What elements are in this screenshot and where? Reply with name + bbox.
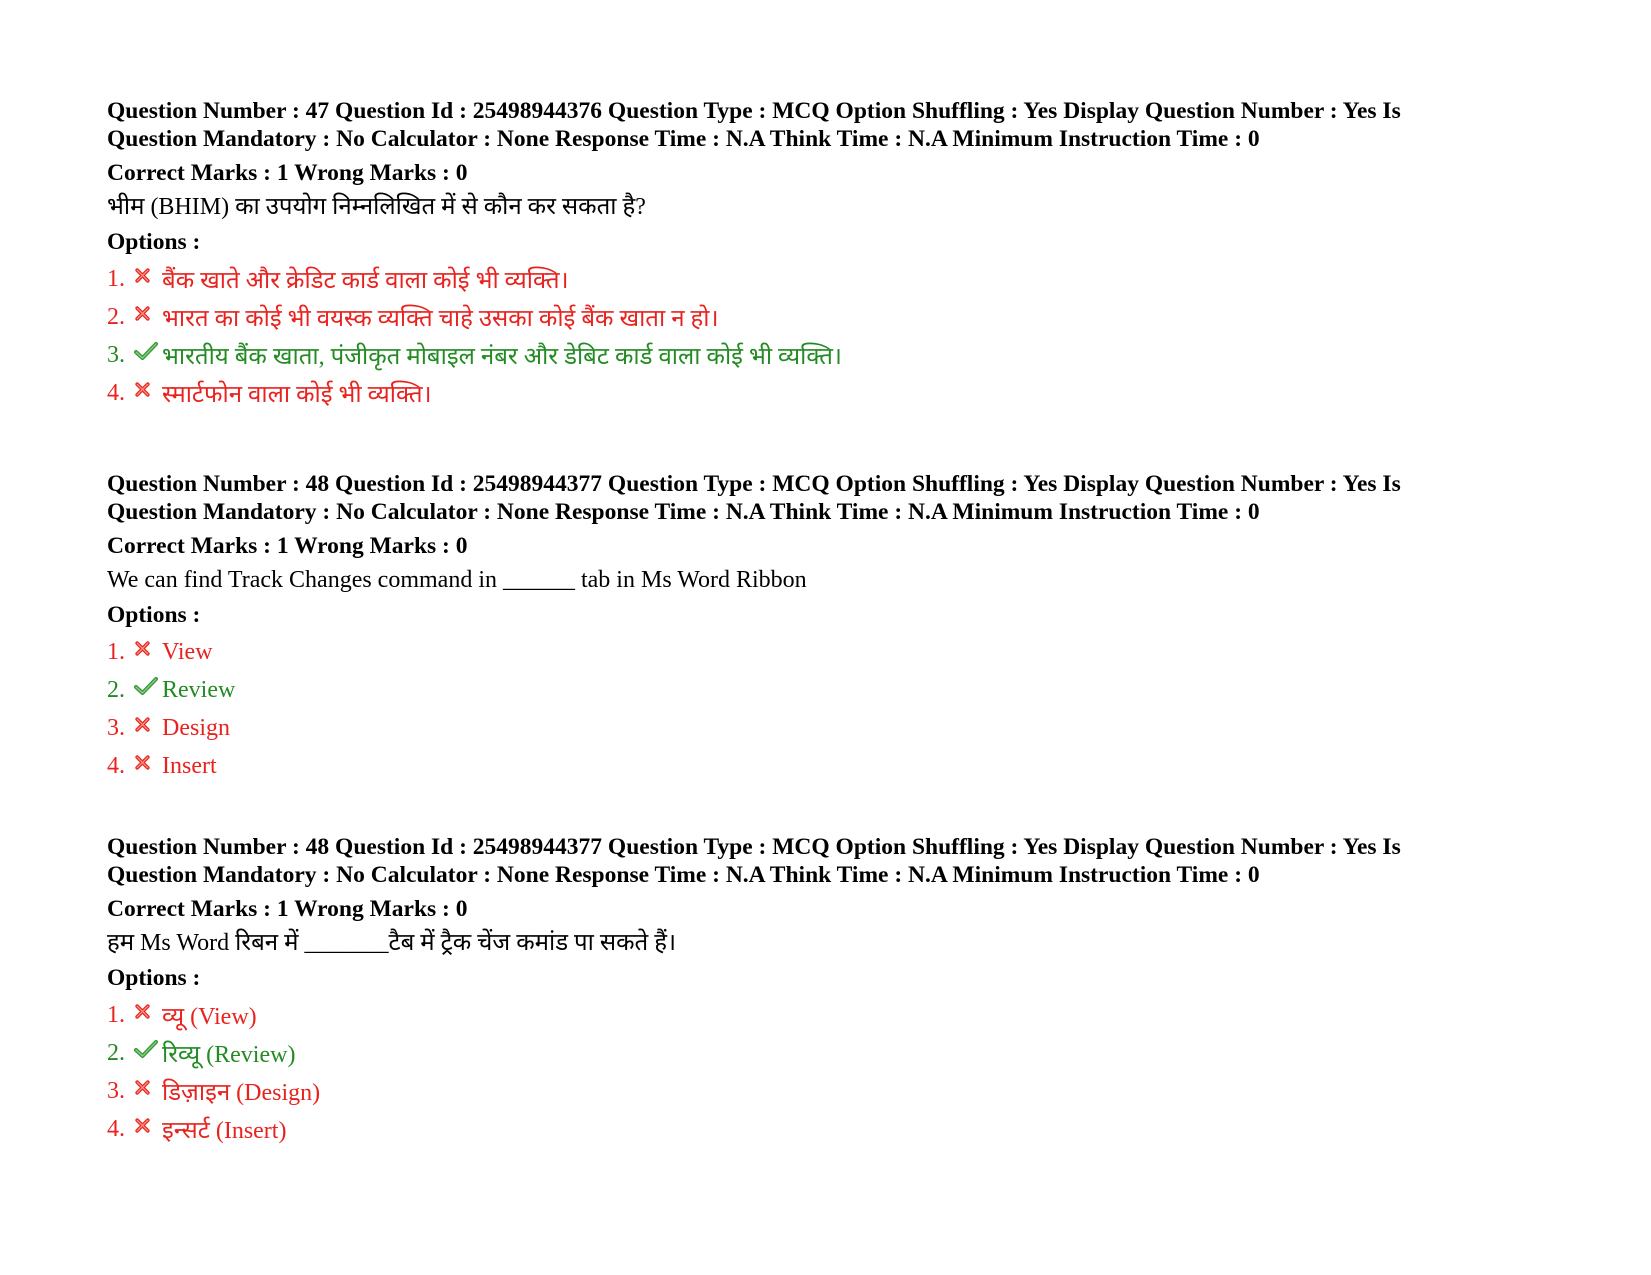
question-marks: Correct Marks : 1 Wrong Marks : 0 [107, 896, 468, 922]
question-block [107, 833, 1547, 1148]
question-text: We can find Track Changes command in ______ tab in Ms Word Ribbon [107, 567, 807, 593]
options-list [107, 996, 1547, 1148]
question-meta-line-2: Question Mandatory : No Calculator : None Response Time : N.A Think Time : N.A Minimum Instruction Time : 0 [107, 126, 1260, 152]
option-number: 3. [107, 714, 125, 741]
option-number: 1. [107, 638, 125, 665]
option-text: View [162, 638, 213, 665]
options-label: Options : [107, 965, 201, 991]
option-item [107, 1072, 1547, 1110]
option-item [107, 1110, 1547, 1148]
option-text: बैंक खाते और क्रेडिट कार्ड वाला कोई भी व्यक्ति। [162, 267, 569, 294]
option-item [107, 709, 1547, 747]
question-block [107, 97, 1547, 412]
option-number: 2. [107, 676, 125, 703]
cross-icon [134, 997, 162, 1025]
option-number: 4. [107, 379, 125, 406]
question-meta-line-2: Question Mandatory : No Calculator : None Response Time : N.A Think Time : N.A Minimum Instruction Time : 0 [107, 862, 1260, 888]
option-number: 2. [107, 1039, 125, 1066]
option-text: Insert [162, 752, 217, 779]
cross-icon [134, 1111, 162, 1139]
option-item [107, 633, 1547, 671]
question-text: हम Ms Word रिबन में _______टैब में ट्रैक चेंज कमांड पा सकते हैं। [107, 930, 677, 956]
cross-icon [134, 634, 162, 662]
option-text: इन्सर्ट (Insert) [162, 1117, 287, 1144]
option-text: रिव्यू (Review) [162, 1041, 296, 1068]
option-item [107, 747, 1547, 785]
option-item [107, 996, 1547, 1034]
option-item [107, 260, 1547, 298]
question-meta-line-1: Question Number : 48 Question Id : 25498944377 Question Type : MCQ Option Shuffling : Yes Display Question Number : Yes Is [107, 834, 1401, 860]
question-meta-line-1: Question Number : 47 Question Id : 25498944376 Question Type : MCQ Option Shuffling : Yes Display Question Number : Yes Is [107, 98, 1401, 124]
question-marks: Correct Marks : 1 Wrong Marks : 0 [107, 160, 468, 186]
option-item [107, 1034, 1547, 1072]
option-number: 2. [107, 303, 125, 330]
option-text: Design [162, 714, 230, 741]
options-label: Options : [107, 229, 201, 255]
option-number: 3. [107, 1077, 125, 1104]
option-number: 3. [107, 341, 125, 368]
option-number: 1. [107, 265, 125, 292]
cross-icon [134, 710, 162, 738]
option-item [107, 671, 1547, 709]
question-block [107, 470, 1547, 785]
question-meta-line-1: Question Number : 48 Question Id : 25498944377 Question Type : MCQ Option Shuffling : Yes Display Question Number : Yes Is [107, 471, 1401, 497]
cross-icon [134, 261, 162, 289]
checkmark-icon [134, 337, 162, 365]
option-text: डिज़ाइन (Design) [162, 1079, 321, 1106]
question-marks: Correct Marks : 1 Wrong Marks : 0 [107, 533, 468, 559]
option-text: स्मार्टफोन वाला कोई भी व्यक्ति। [162, 381, 432, 408]
option-item [107, 298, 1547, 336]
cross-icon [134, 748, 162, 776]
option-number: 4. [107, 752, 125, 779]
option-text: व्यू (View) [162, 1003, 257, 1030]
option-text: भारत का कोई भी वयस्क व्यक्ति चाहे उसका कोई बैंक खाता न हो। [162, 305, 719, 332]
options-label: Options : [107, 602, 201, 628]
question-text: भीम (BHIM) का उपयोग निम्नलिखित में से कौन कर सकता है? [107, 194, 646, 220]
option-text: Review [162, 676, 236, 703]
cross-icon [134, 375, 162, 403]
checkmark-icon [134, 672, 162, 700]
checkmark-icon [134, 1035, 162, 1063]
option-item [107, 374, 1547, 412]
question-meta-line-2: Question Mandatory : No Calculator : None Response Time : N.A Think Time : N.A Minimum Instruction Time : 0 [107, 499, 1260, 525]
option-text: भारतीय बैंक खाता, पंजीकृत मोबाइल नंबर और डेबिट कार्ड वाला कोई भी व्यक्ति। [162, 343, 843, 370]
option-number: 4. [107, 1115, 125, 1142]
options-list [107, 260, 1547, 412]
cross-icon [134, 299, 162, 327]
option-item [107, 336, 1547, 374]
options-list [107, 633, 1547, 785]
cross-icon [134, 1073, 162, 1101]
option-number: 1. [107, 1001, 125, 1028]
